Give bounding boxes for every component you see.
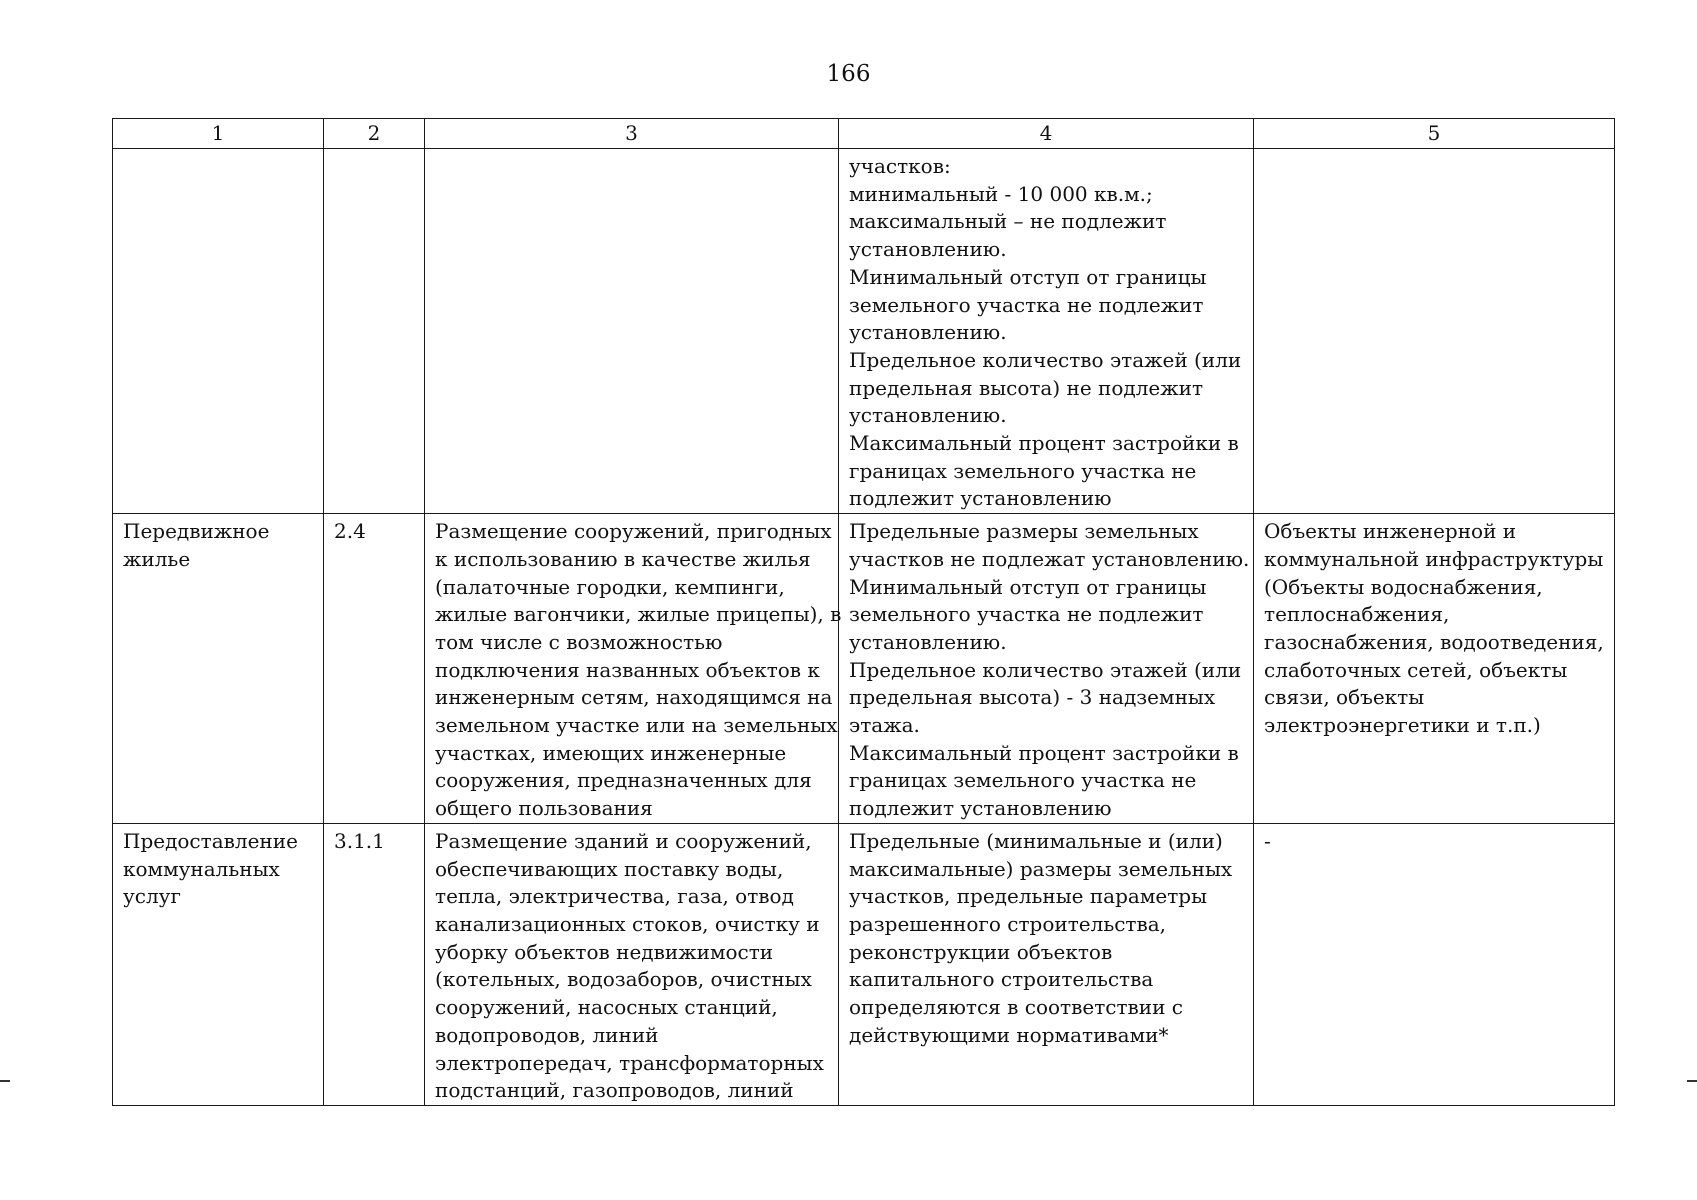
cell-text-line: газоснабжения, водоотведения, <box>1264 629 1604 654</box>
header-col-1: 1 <box>113 119 324 149</box>
cell-text-line: предельная высота) - 3 надземных <box>849 685 1216 710</box>
cell-text-line: участках, имеющих инженерные <box>435 740 787 765</box>
cell-text-line: предельная высота) не подлежит <box>849 375 1204 400</box>
cell-auxiliary-objects <box>1254 823 1615 1105</box>
cell-text-line: установлению. <box>849 237 1007 262</box>
cell-text-line: жилые вагончики, жилые прицепы), в <box>435 602 842 627</box>
cell-text-line: обеспечивающих поставку воды, <box>435 856 784 881</box>
cell-text-line: - <box>1264 828 1271 853</box>
cell-text-line: подстанций, газопроводов, линий <box>435 1078 794 1103</box>
cell-parameters <box>839 149 1254 514</box>
cell-text-line: водопроводов, линий <box>435 1022 659 1047</box>
cell-text-line: разрешенного строительства, <box>849 911 1167 936</box>
cell-code <box>324 514 425 824</box>
header-col-5: 5 <box>1254 119 1615 149</box>
cell-description <box>425 514 842 824</box>
cell-text-line: подлежит установлению <box>849 486 1112 511</box>
cell-text-line: электроэнергетики и т.п.) <box>1264 713 1541 738</box>
cell-auxiliary-objects <box>1254 149 1615 514</box>
cell-code <box>324 149 425 514</box>
cell-text-line: действующими нормативами* <box>849 1022 1169 1047</box>
cell-text-line: участков: <box>849 154 951 178</box>
cell-text-line: земельном участке или на земельных <box>435 713 838 738</box>
cell-text-line: Передвижное <box>123 519 270 544</box>
cell-text-line: тепла, электричества, газа, отвод <box>435 884 794 909</box>
cell-text-line: минимальный - 10 000 кв.м.; <box>849 181 1153 206</box>
cell-text-line: Размещение зданий и сооружений, <box>435 828 812 853</box>
cell-code <box>324 823 425 1105</box>
cell-text-line: установлению. <box>849 629 1007 654</box>
cell-text-line: подключения названных объектов к <box>435 657 820 682</box>
header-col-3: 3 <box>425 119 839 149</box>
header-row <box>113 119 1615 149</box>
cell-text-line: реконструкции объектов <box>849 939 1113 964</box>
cell-text-line: сооружения, предназначенных для <box>435 768 812 793</box>
cell-text-line: Максимальный процент застройки в <box>849 740 1239 765</box>
cell-text-line: Минимальный отступ от границы <box>849 264 1207 289</box>
cell-text-line: 3.1.1 <box>334 828 385 853</box>
cell-text-line: максимальные) размеры земельных <box>849 856 1233 881</box>
scan-edge-mark-right <box>1687 1080 1697 1082</box>
cell-text-line: земельного участка не подлежит <box>849 602 1204 627</box>
cell-text-line: канализационных стоков, очистку и <box>435 911 820 936</box>
cell-text-line: установлению. <box>849 320 1007 345</box>
cell-text-line: к использованию в качестве жилья <box>435 546 811 571</box>
cell-auxiliary-objects <box>1254 514 1615 824</box>
cell-text-line: сооружений, насосных станций, <box>435 995 778 1020</box>
cell-text-line: земельного участка не подлежит <box>849 292 1204 317</box>
cell-text-line: коммунальных <box>123 856 280 881</box>
cell-text-line: электропередач, трансформаторных <box>435 1050 824 1075</box>
cell-description <box>425 149 839 514</box>
cell-text-line: участков не подлежат установлению. <box>849 546 1250 571</box>
cell-text-line: границах земельного участка не <box>849 458 1197 483</box>
cell-name <box>113 514 324 824</box>
cell-text-line: Максимальный процент застройки в <box>849 431 1239 456</box>
table-row-mobile-housing <box>113 514 1615 824</box>
cell-name <box>113 149 324 514</box>
scan-edge-mark-left <box>0 1080 10 1082</box>
cell-text-line: (палаточные городки, кемпинги, <box>435 574 785 599</box>
land-use-table <box>112 118 1615 1106</box>
cell-text-line: Размещение сооружений, пригодных <box>435 519 832 544</box>
header-col-2: 2 <box>324 119 425 149</box>
cell-text-line: жилье <box>123 546 191 571</box>
cell-text-line: коммунальной инфраструктуры <box>1264 546 1604 571</box>
page-number: 166 <box>826 61 871 87</box>
cell-text-line: уборку объектов недвижимости <box>435 939 774 964</box>
cell-parameters <box>839 514 1254 824</box>
cell-text-line: (Объекты водоснабжения, <box>1264 574 1543 599</box>
cell-text-line: установлению. <box>849 403 1007 428</box>
cell-text-line: инженерным сетям, находящимся на <box>435 685 833 710</box>
cell-text-line: Предоставление <box>123 828 298 853</box>
table-row-communal-services <box>113 823 1615 1105</box>
cell-text-line: границах земельного участка не <box>849 768 1197 793</box>
cell-text-line: общего пользования <box>435 796 653 821</box>
cell-text-line: определяются в соответствии с <box>849 995 1184 1020</box>
cell-text-line: слаботочных сетей, объекты <box>1264 657 1568 682</box>
cell-description <box>425 823 839 1105</box>
cell-text-line: услуг <box>123 884 181 909</box>
cell-text-line: 2.4 <box>334 519 366 544</box>
table-row-continuation <box>113 149 1615 514</box>
cell-text-line: (котельных, водозаборов, очистных <box>435 967 812 992</box>
cell-text-line: максимальный – не подлежит <box>849 209 1167 234</box>
cell-text-line: Предельные (минимальные и (или) <box>849 828 1223 853</box>
cell-text-line: этажа. <box>849 713 920 738</box>
cell-text-line: капитального строительства <box>849 967 1154 992</box>
cell-text-line: теплоснабжения, <box>1264 602 1450 627</box>
cell-name <box>113 823 324 1105</box>
cell-text-line: Предельное количество этажей (или <box>849 657 1242 682</box>
header-col-4: 4 <box>839 119 1254 149</box>
cell-text-line: Предельные размеры земельных <box>849 519 1199 544</box>
cell-parameters <box>839 823 1254 1105</box>
cell-text-line: Минимальный отступ от границы <box>849 574 1207 599</box>
cell-text-line: Предельное количество этажей (или <box>849 347 1242 372</box>
cell-text-line: том числе с возможностью <box>435 629 723 654</box>
cell-text-line: участков, предельные параметры <box>849 884 1208 909</box>
cell-text-line: Объекты инженерной и <box>1264 519 1517 544</box>
cell-text-line: связи, объекты <box>1264 685 1425 710</box>
cell-text-line: подлежит установлению <box>849 796 1112 821</box>
